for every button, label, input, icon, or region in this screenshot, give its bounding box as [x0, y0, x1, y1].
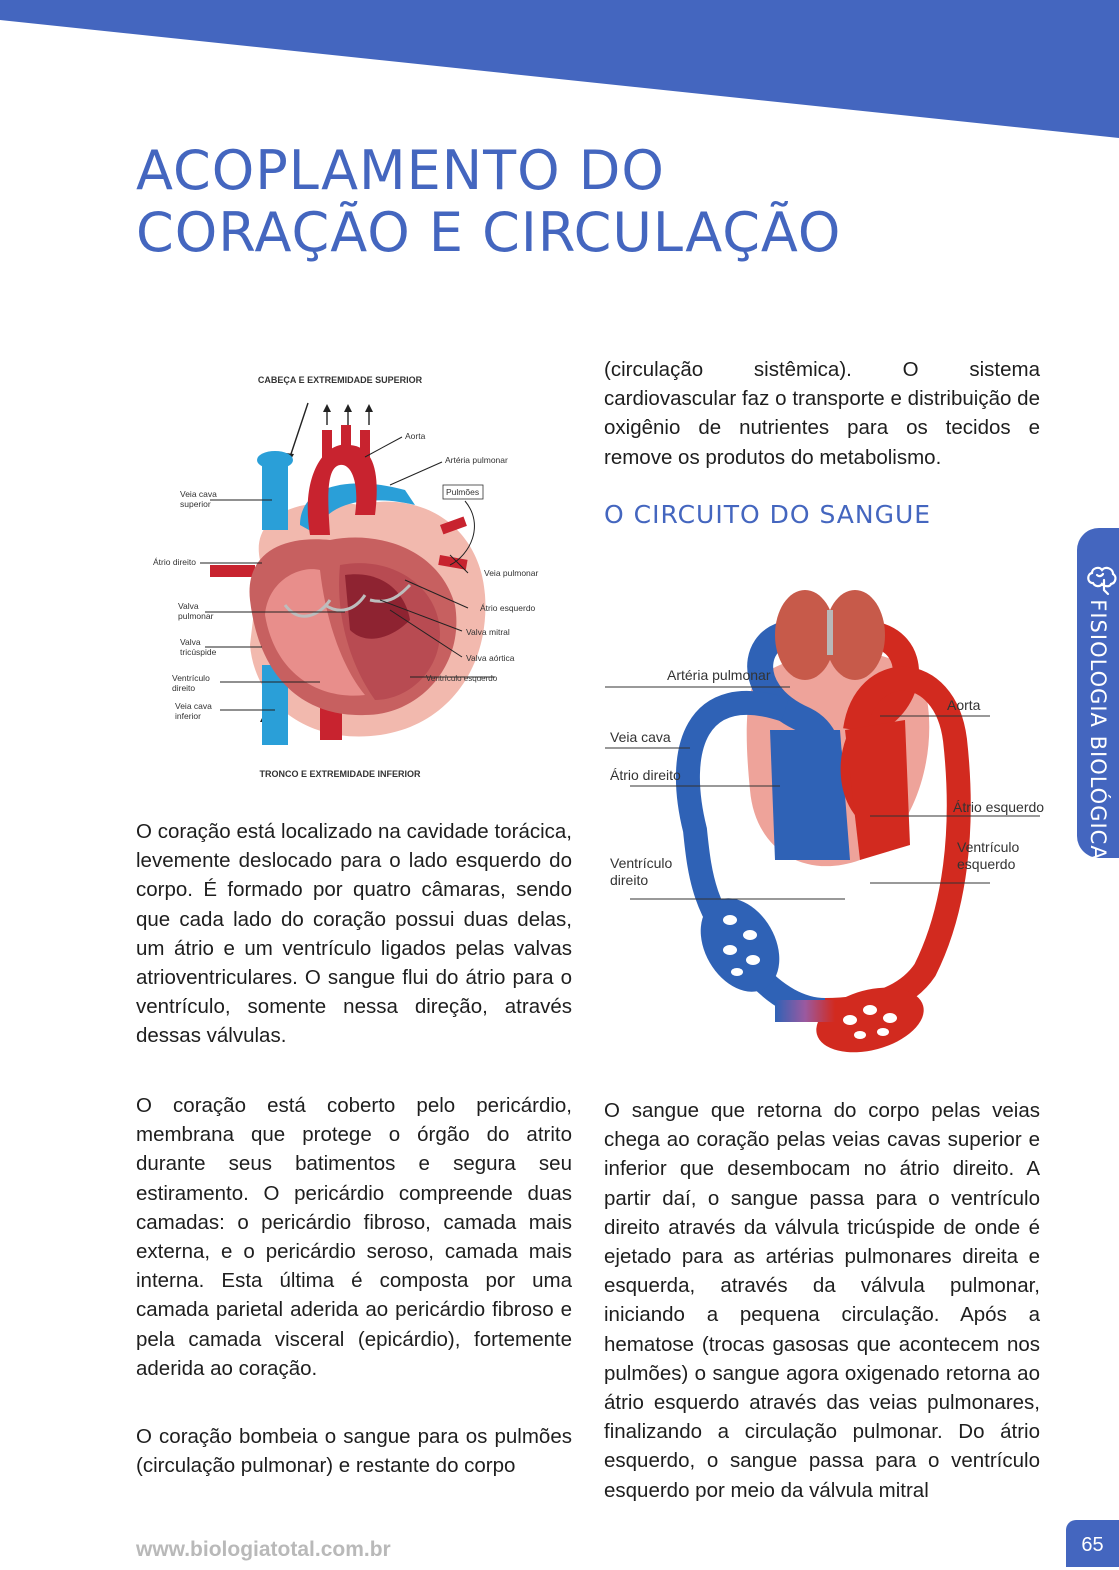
label-ventriculo-direito: Ventrículo direito: [172, 673, 210, 693]
label-valva-pulmonar: Valva pulmonar: [178, 601, 214, 621]
label-atrio-esquerdo: Átrio esquerdo: [953, 799, 1045, 815]
page-number: 65: [1066, 1520, 1119, 1567]
label-ventriculo-direito: Ventrículo direito: [610, 855, 673, 888]
left-paragraph-1: O coração está localizado na cavidade torácica, levemente deslocado para o lado esquerdo do corpo. É formado por quatro câmaras, sendo que cada lado do coração possui duas delas, um átrio e um ventrículo ligados pelas valvas atrioventriculares. O sangue flui do átrio para o ventrículo, somente nessa direção, através dessas válvulas.: [136, 820, 572, 1048]
blood-circuit-figure: [605, 580, 1050, 1060]
title-line-2: CORAÇÃO E CIRCULAÇÃO: [136, 201, 842, 264]
footer-url[interactable]: www.biologiatotal.com.br: [136, 1538, 391, 1561]
right-paragraph-1: (circulação sistêmica). O sistema cardiovascular faz o transporte e distribuição de oxigênio de nutrientes para os tecidos e remove os produtos do metabolismo.: [604, 358, 1040, 469]
label-valva-mitral: Valva mitral: [466, 627, 510, 637]
label-veia-pulmonar: Veia pulmonar: [484, 568, 539, 578]
label-atrio-esquerdo: Átrio esquerdo: [480, 603, 536, 613]
title-line-1: ACOPLAMENTO DO: [136, 139, 665, 202]
label-veia-cava-superior: Veia cava superior: [180, 489, 217, 509]
left-paragraph-3: O coração bombeia o sangue para os pulmões (circulação pulmonar) e restante do corpo: [136, 1425, 572, 1478]
header-banner: [0, 0, 1119, 140]
label-arteria-pulmonar: Artéria pulmonar: [445, 455, 508, 465]
label-pulmoes: Pulmões: [446, 487, 480, 497]
label-veia-cava: Veia cava: [610, 729, 671, 745]
label-ventriculo-esquerdo: Ventrículo esquerdo: [426, 674, 498, 683]
side-tab-label: FISIOLOGIA BIOLÓGICA: [1086, 599, 1110, 861]
label-arteria-pulmonar: Artéria pulmonar: [667, 667, 771, 683]
label-aorta: Aorta: [405, 431, 426, 441]
heart-bottom-label: TRONCO E EXTREMIDADE INFERIOR: [259, 769, 421, 779]
label-veia-cava-inferior: Veia cava inferior: [175, 701, 212, 721]
heart-anatomy-figure: [150, 365, 539, 785]
left-paragraph-2: O coração está coberto pelo pericárdio, membrana que protege o órgão do atrito durante seus batimentos e segura seu estiramento. O pericárdio compreende duas camadas: o pericárdio fibroso, camada mais externa, e o pericárdio seroso, camada mais interna. Esta última é composta por uma camada parietal aderida ao pericárdio fibroso e pela camada visceral (epicárdio), fortemente aderida ao coração.: [136, 1094, 572, 1380]
page-title: [136, 140, 841, 264]
label-atrio-direito: Átrio direito: [610, 767, 681, 783]
label-aorta: Aorta: [947, 697, 981, 713]
label-atrio-direito: Átrio direito: [153, 557, 196, 567]
label-valva-tricuspide: Valva tricúspide: [180, 637, 217, 657]
heart-top-label: CABEÇA E EXTREMIDADE SUPERIOR: [257, 375, 423, 385]
label-valva-aortica: Valva aórtica: [466, 653, 515, 663]
right-paragraph-2: O sangue que retorna do corpo pelas veias chega ao coração pelas veias cavas superior e inferior que desembocam no átrio direito. A partir daí, o sangue passa para o ventrículo direito através da válvula tricúspide de onde é ejetado para as artérias pulmonares direita e esquerda, através da válvula pulmonar, iniciando a pequena circulação. Após a hematose (trocas gasosas que acontecem nos pulmões) o sangue agora oxigenado retorna ao átrio esquerdo através das veias pulmonares, finalizando a circulação pulmonar. Do átrio esquerdo, o sangue passa para o ventrículo esquerdo por meio da válvula mitral: [604, 1099, 1040, 1502]
brain-icon: [1084, 563, 1118, 597]
label-ventriculo-esquerdo: Ventrículo esquerdo: [957, 839, 1020, 872]
section-subheading: O CIRCUITO DO SANGUE: [604, 500, 932, 529]
